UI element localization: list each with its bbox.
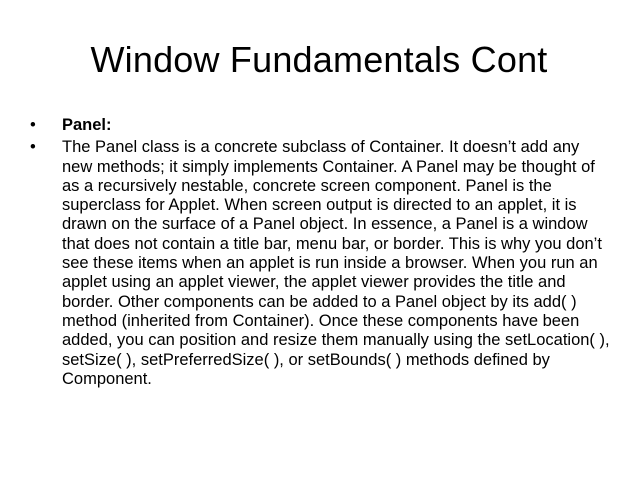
bullet-item-panel-description <box>30 138 610 389</box>
bullet-item-panel-heading <box>30 116 610 135</box>
bullet-text: The Panel class is a concrete subclass of Container. It doesn’t add any new methods; it simply implements Container. A Panel may be thought of as a recursively nestable, concrete screen component. Panel is the superclass for Applet. When screen output is directed to an applet, it is drawn on the surface of a Panel object. In essence, a Panel is a window that does not contain a title bar, menu bar, or border. This is why you don’t see these items when an applet is run inside a browser. When you run an applet using an applet viewer, the applet viewer provides the title and border. Other components can be added to a Panel object by its add( ) method (inherited from Container). Once these components have been added, you can position and resize them manually using the setLocation( ), setSize( ), setPreferredSize( ), or setBounds( ) methods defined by Component. <box>62 138 610 388</box>
slide-title: Window Fundamentals Cont <box>90 39 548 80</box>
bullet-marker: • <box>30 116 36 134</box>
bullet-marker: • <box>30 138 36 157</box>
bullet-list <box>30 116 610 392</box>
bullet-text: Panel: <box>62 116 112 134</box>
